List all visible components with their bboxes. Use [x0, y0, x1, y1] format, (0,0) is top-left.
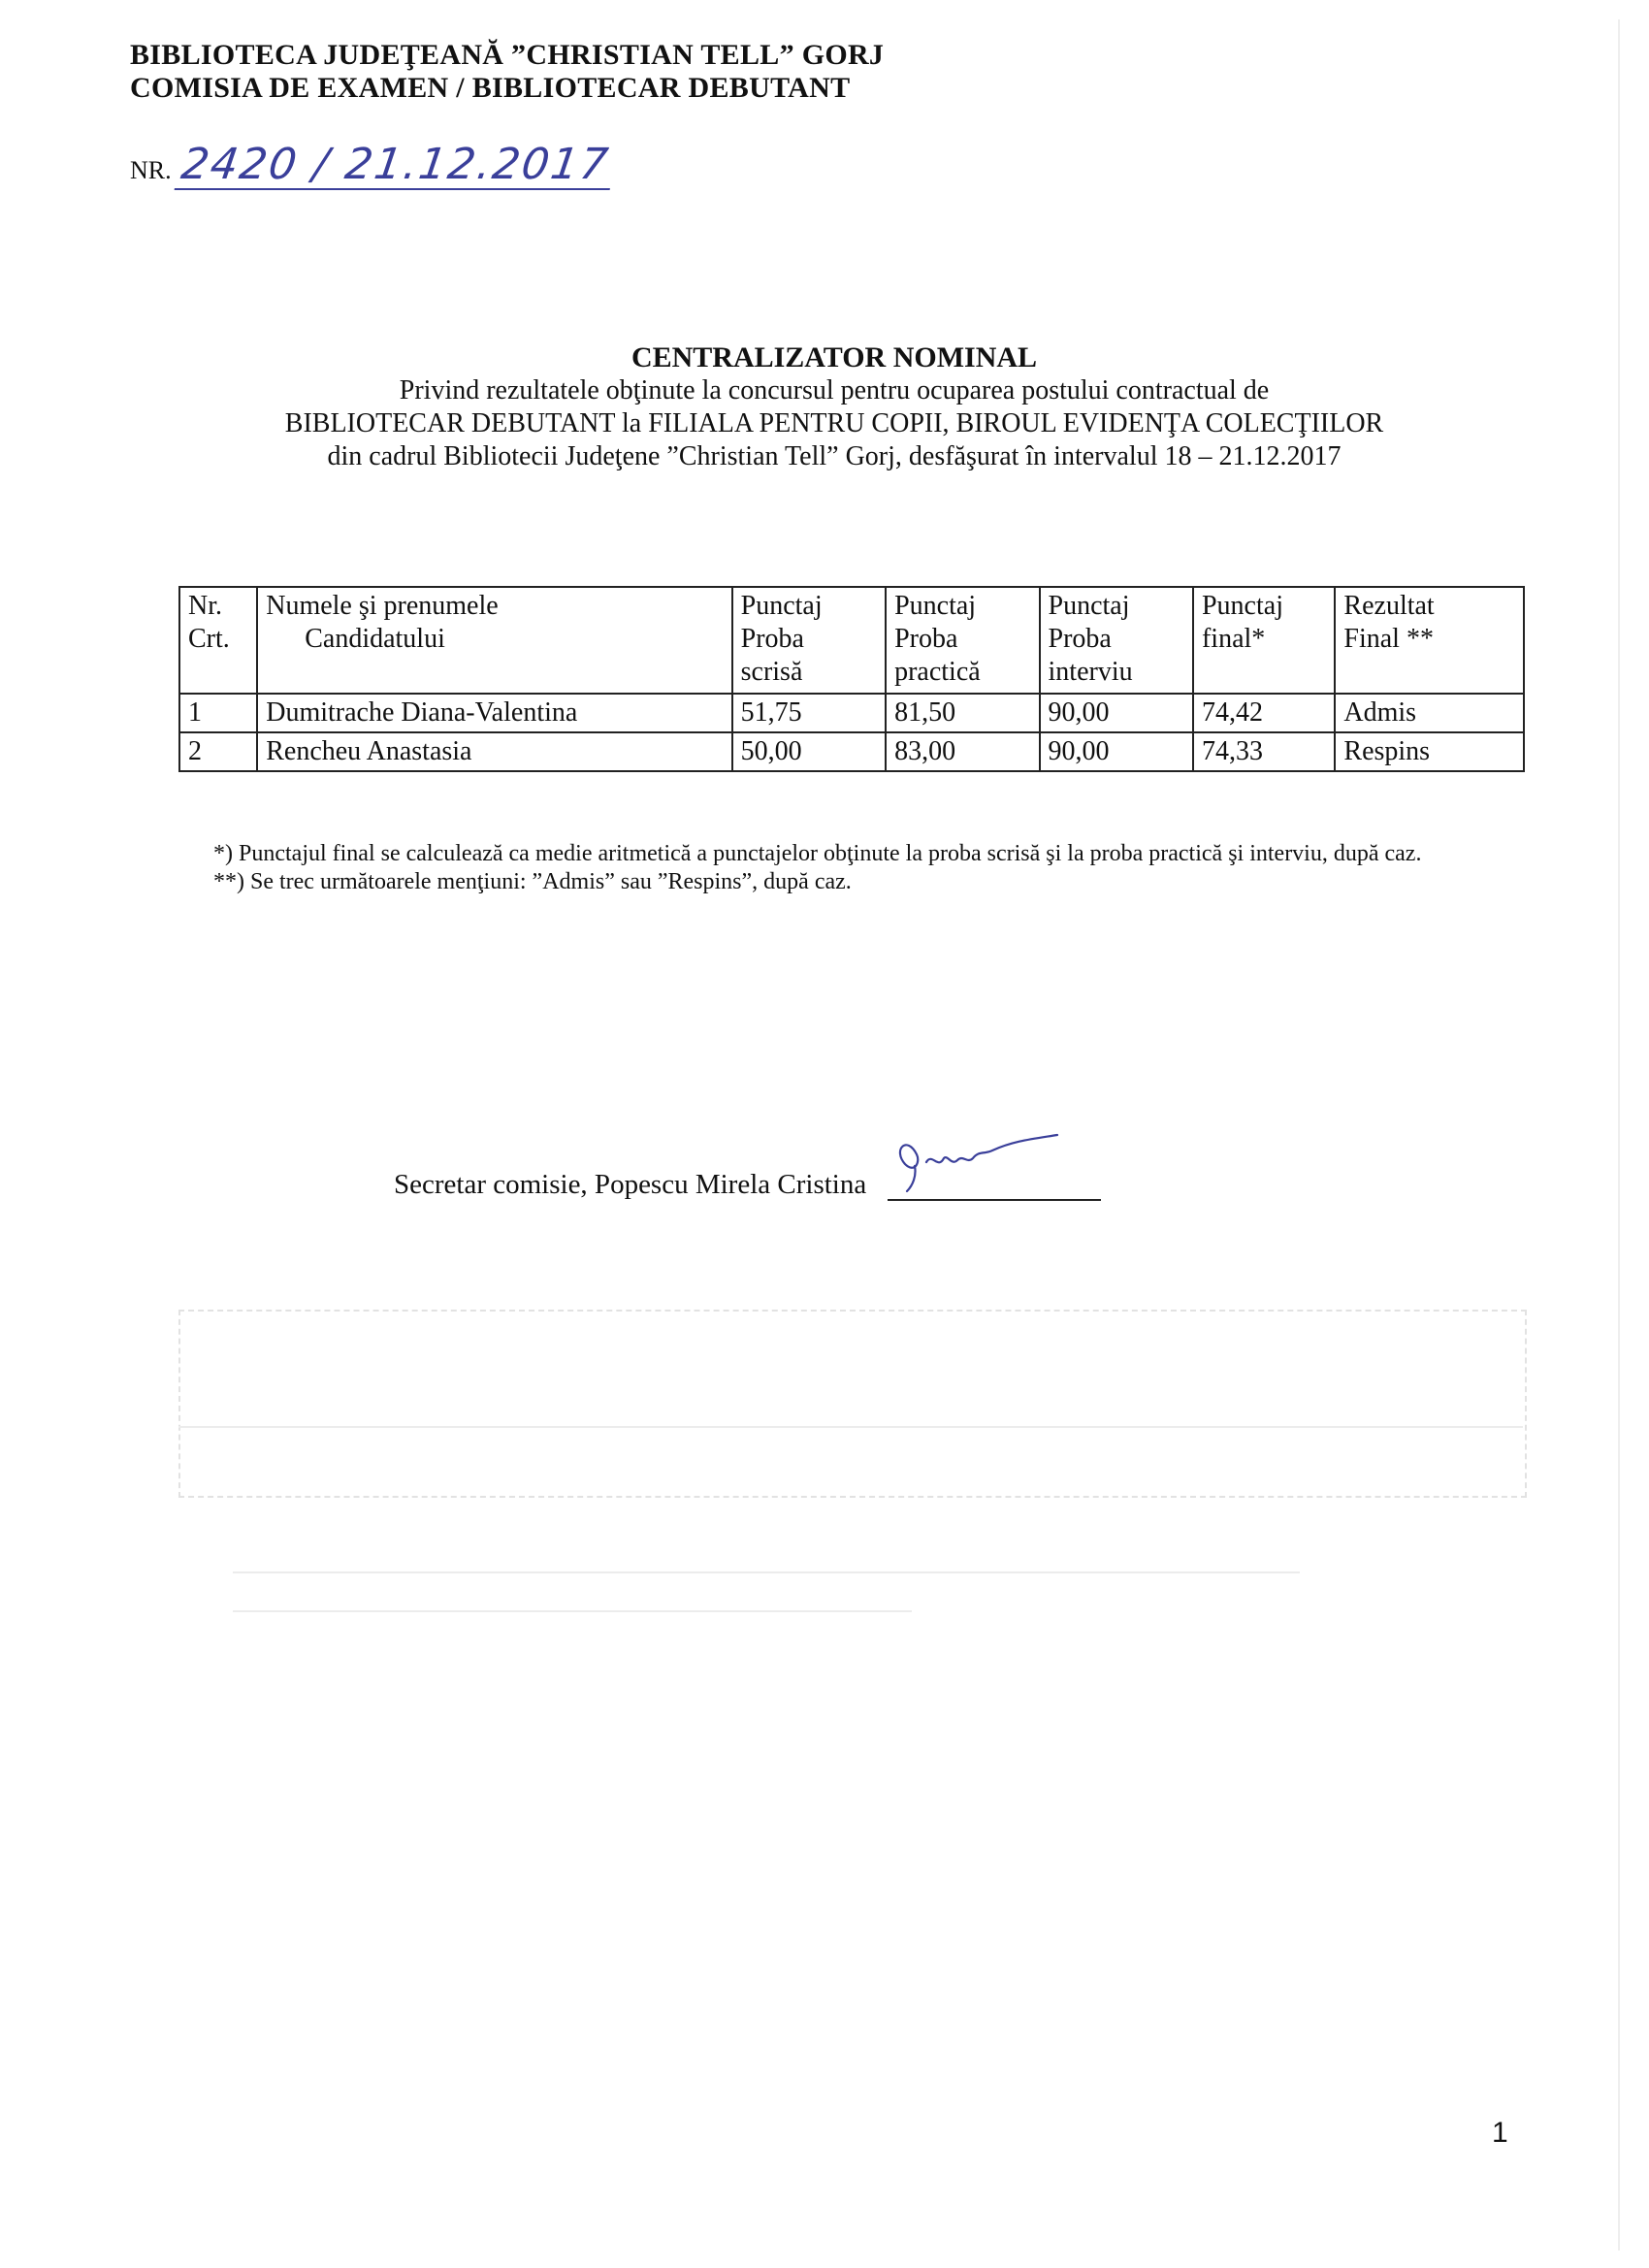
nr-label: NR.	[130, 156, 172, 184]
header-nr: Nr. Crt.	[179, 587, 257, 694]
signature-line	[394, 1164, 1101, 1201]
cell-name: Rencheu Anastasia	[257, 732, 731, 771]
show-through-table	[178, 1310, 1527, 1498]
nr-handwritten: 2420 / 21.12.2017	[174, 144, 615, 190]
handwritten-signature	[888, 1116, 1101, 1203]
cell-final: 74,33	[1193, 732, 1335, 771]
title-block	[146, 341, 1523, 473]
cell-written: 51,75	[732, 694, 886, 732]
header-result: Rezultat Final **	[1335, 587, 1524, 694]
cell-result: Admis	[1335, 694, 1524, 732]
table-row	[179, 732, 1524, 771]
show-through-line	[178, 1426, 1523, 1428]
footnotes	[213, 840, 1513, 896]
cell-interview: 90,00	[1040, 694, 1193, 732]
cell-practical: 81,50	[886, 694, 1039, 732]
cell-name: Dumitrache Diana-Valentina	[257, 694, 731, 732]
cell-result: Respins	[1335, 732, 1524, 771]
cell-written: 50,00	[732, 732, 886, 771]
header-name: Numele şi prenumele Candidatului	[257, 587, 731, 694]
institution-name: BIBLIOTECA JUDEŢEANĂ ”CHRISTIAN TELL” GORJ	[130, 39, 885, 71]
header-final-score: Punctaj final*	[1193, 587, 1335, 694]
page-number: 1	[1492, 2117, 1508, 2149]
subtitle-line-3: din cadrul Bibliotecii Judeţene ”Christian Tell” Gorj, desfăşurat în intervalul 18 – 21.12.2017	[327, 441, 1342, 471]
subtitle-line-1: Privind rezultatele obţinute la concursul pentru ocuparea postului contractual de	[399, 375, 1270, 405]
footnote-1: *) Punctajul final se calculează ca medie aritmetică a punctajelor obţinute la proba scrisă şi la proba practică şi interviu, după caz.	[213, 841, 1422, 866]
document-title: CENTRALIZATOR NOMINAL	[630, 341, 1038, 373]
scan-edge	[1618, 19, 1620, 2251]
registration-number	[130, 140, 613, 190]
cell-practical: 83,00	[886, 732, 1039, 771]
header-practical: Punctaj Proba practică	[886, 587, 1039, 694]
cell-nr: 2	[179, 732, 257, 771]
table-row	[179, 694, 1524, 732]
cell-interview: 90,00	[1040, 732, 1193, 771]
cell-final: 74,42	[1193, 694, 1335, 732]
secretary-label: Secretar comisie, Popescu Mirela Cristina	[394, 1169, 867, 1200]
show-through-line	[233, 1610, 912, 1612]
show-through-line	[233, 1571, 1300, 1573]
signature-field	[888, 1164, 1101, 1201]
subtitle-line-2: BIBLIOTECAR DEBUTANT la FILIALA PENTRU COPII, BIROUL EVIDENŢA COLECŢIILOR	[284, 408, 1384, 438]
table-header-row	[179, 587, 1524, 694]
cell-nr: 1	[179, 694, 257, 732]
header-interview: Punctaj Proba interviu	[1040, 587, 1193, 694]
footnote-2: **) Se trec următoarele menţiuni: ”Admis” sau ”Respins”, după caz.	[213, 869, 852, 894]
header-written: Punctaj Proba scrisă	[732, 587, 886, 694]
commission-name: COMISIA DE EXAMEN / BIBLIOTECAR DEBUTANT	[130, 72, 851, 104]
results-table	[178, 586, 1525, 772]
